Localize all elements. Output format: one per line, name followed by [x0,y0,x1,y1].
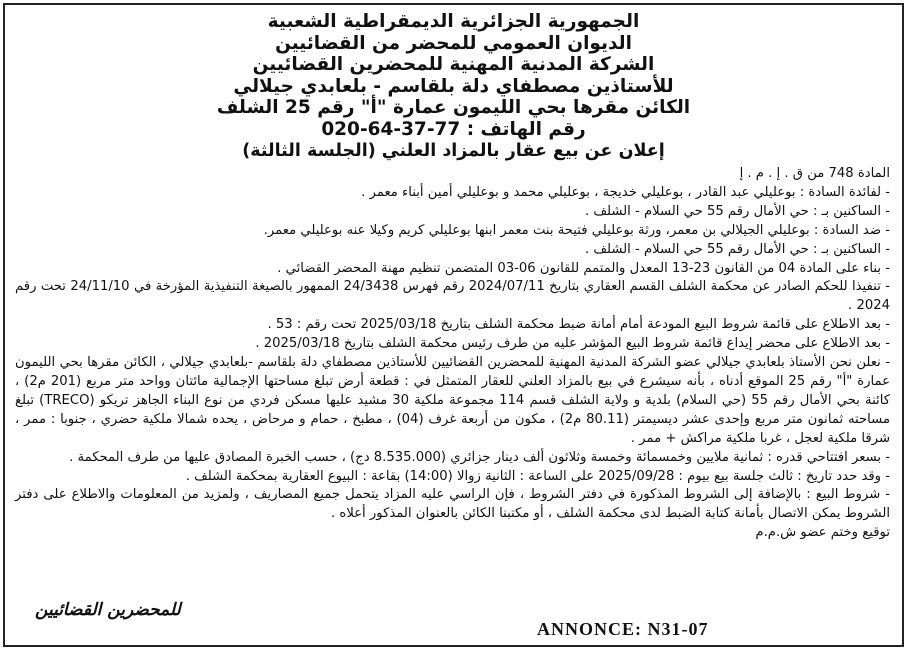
judgment-execution: - تنفيذا للحكم الصادر عن محكمة الشلف القسم العقاري بتاريخ 2024/07/11 رقم فهرس 24/3438 الممهور بالصيغة التنفيذية المؤرخة في 24/11/10 تحت رقم 2024 . [15,279,890,314]
legal-basis: - بناء على المادة 04 من القانون 23-13 المعدل والمتمم للقانون 06-03 المتضمن تنظيم مهنة المحضر القضائي . [277,260,890,276]
beneficiaries-address: - الساكنين بـ : حي الأمال رقم 55 حي السلام - الشلف . [584,203,890,219]
opening-price: - بسعر افتتاحي قدره : ثمانية ملايين وخمسمائة وخمسة وثلاثون ألف دينار جزائري (8.535.000 دج) ، حسب الخبرة المصادق عليها من طرف المحكمة . [69,449,890,465]
property-description: - نعلن نحن الأستاذ بلعابدي جيلالي عضو الشركة المدنية المهنية للمحضرين القضائيين للأستاذين مصطفاي دلة بلقاسم -بلعابدي جيلالي ، الكائن مقرها بحي الليمون عمارة "أ" رقم 25 الموقع أدناه ، بأنه سيشرع في بيع بالمزاد العلني للعقار المتمثل في : قطعة أرض تبلغ مساحتها الإجمالية مائتان وواحد متر مربع (201 م2) ، كائنة بحي الأمال رقم 55 (حي السلام) بلدية و ولاية الشلف قسم 114 مجموعة ملكية 30 مشيد عليها مسكن فردي من نوع البناء الجاهز تريكو (TRECO) تبلغ مساحته ثمانون متر مربع وإحدى عشر ديسيمتر (80.11 م2) ، مكون من أربعة غرف (04) ، مطبخ ، حمام و مرحاض ، يحده شمالا ملكية حضري ، جنوبا : ممر ، شرقا ملكية لعجل ، غربا ملكية مراكش + ممر . [15,355,891,446]
notice-header [5,11,902,163]
header-line-3: الشركة المدنية المهنية للمحضرين القضائيين [252,54,655,75]
session-date: - وقد حدد تاريخ : ثالث جلسة بيع بيوم : 2025/09/28 على الساعة : الثانية زوالا (14:00) بقاعة : البيوع العقارية بمحكمة الشلف . [185,468,890,484]
notice-body [15,165,890,543]
notice-frame [3,3,904,647]
annonce-number: ANNONCE: N31-07 [537,619,709,639]
defendants-address: - الساكنين بـ : حي الأمال رقم 55 حي السلام - الشلف . [584,241,890,257]
deposit-report: - بعد الاطلاع على محضر إيداع قائمة شروط البيع المؤشر عليه من طرف رئيس محكمة الشلف بتاريخ 2025/03/18 . [255,336,890,352]
header-phone: رقم الهاتف : 77-37-64-020 [321,118,586,140]
header-line-4: للأستاذين مصطفاي دلة بلقاسم - بلعابدي جيلالي [233,75,674,97]
notice-title: إعلان عن بيع عقار بالمزاد العلني (الجلسة الثالثة) [242,141,665,161]
conditions-deposit: - بعد الاطلاع على قائمة شروط البيع المودعة أمام أمانة ضبط محكمة الشلف بتاريخ 2025/03/18 تحت رقم : 53 . [267,317,890,333]
sale-conditions: - شروط البيع : بالإضافة إلى الشروط المذكورة في دفتر الشروط ، فإن الراسي عليه المزاد يتحمل جميع المصاريف ، ولمزيد من المعلومات والاطلاع على دفتر الشروط يمكن الاتصال بأمانة كتابة الضبط لدى محكمة الشلف ، أو مكتبنا الكائن بالعنوان المذكور أعلاه . [15,487,890,522]
header-line-5: الكائن مقرها بحي الليمون عمارة "أ" رقم 25 الشلف [216,97,691,118]
article-reference: المادة 748 من ق . إ . م . إ [739,166,890,181]
defendants: - ضد السادة : بوعليلي الجيلالي بن معمر، ورثة بوعليلي فتيحة بنت معمر ابنها بوعليلي كريم وكيلا عنه بوعليلي معمر. [263,222,890,238]
header-line-2: الديوان العمومي للمحضر من القضائيين [275,32,632,54]
header-line-1: الجمهورية الجزائرية الديمقراطية الشعبية [267,11,640,32]
beneficiaries: - لفائدة السادة : بوعليلي عبد القادر ، بوعليلي خديجة ، بوعليلي محمد و بوعليلي أمين أبناء معمر . [361,184,890,200]
signature-note: توقيع وختم عضو ش.م.م [755,525,890,541]
signature-label: للمحضرين القضائيين [35,600,181,620]
